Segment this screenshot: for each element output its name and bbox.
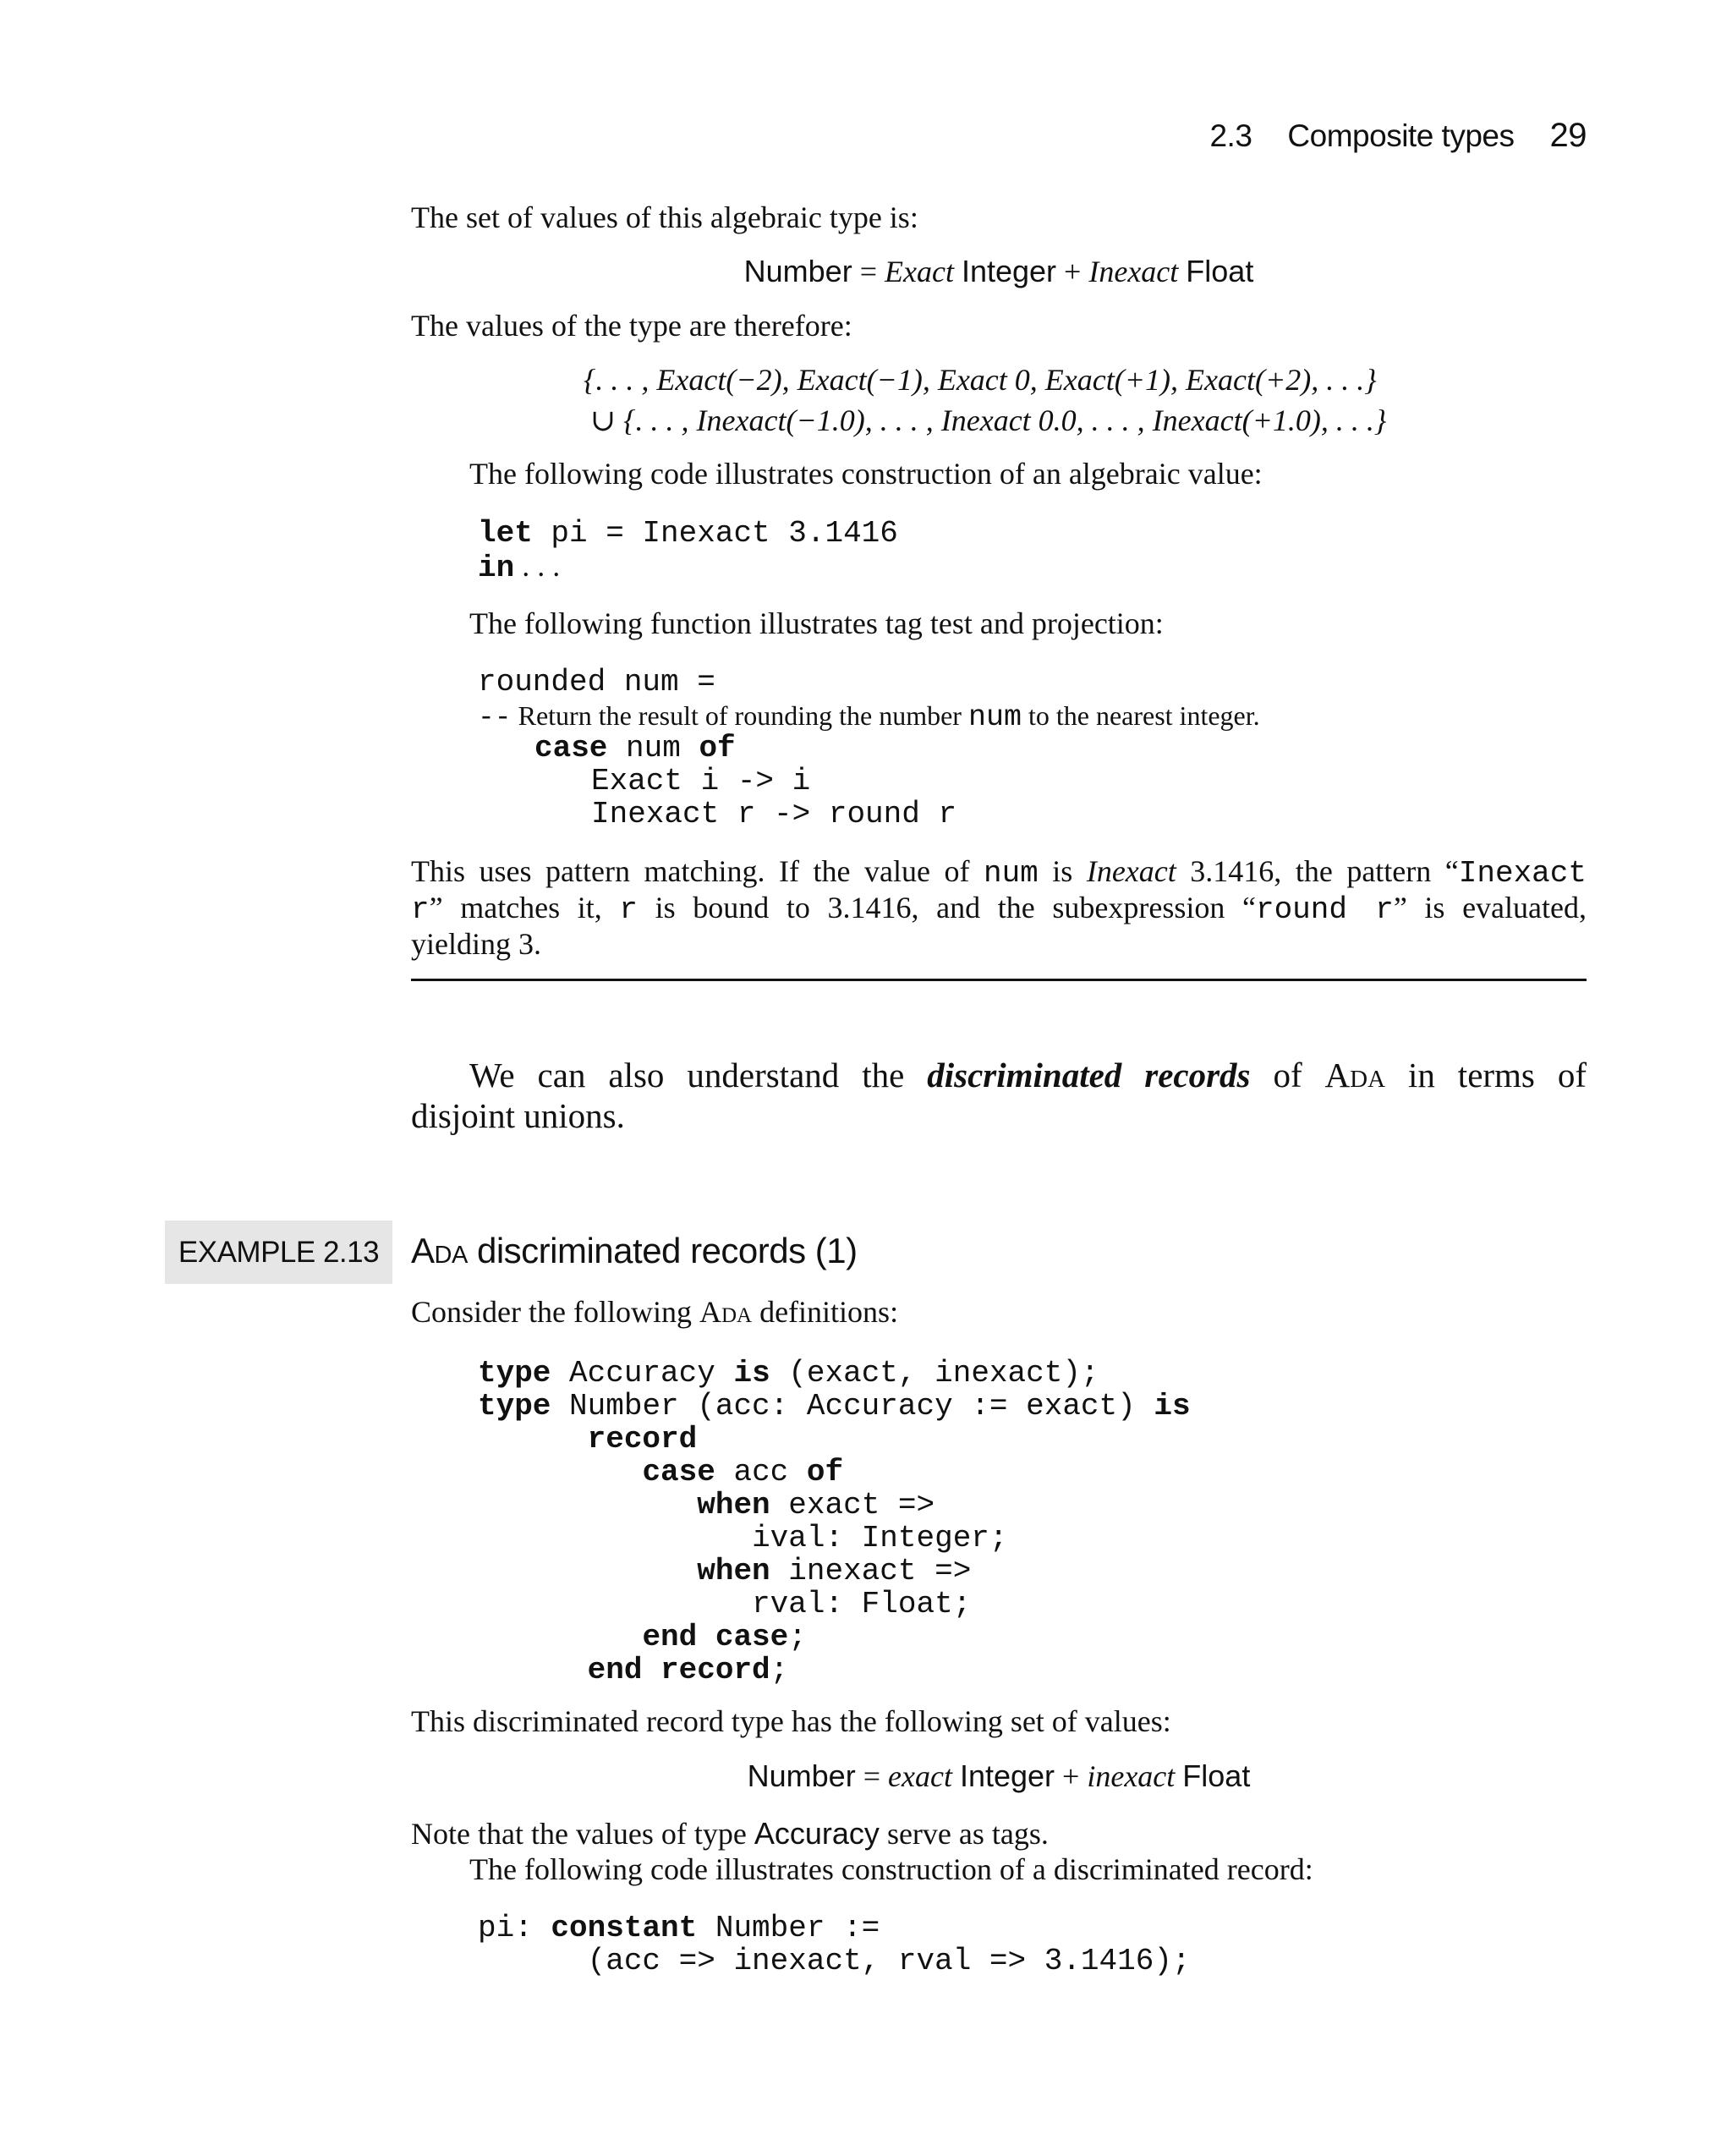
inline-code: num: [983, 856, 1039, 890]
code-case-line: [534, 732, 736, 765]
keyword: when: [697, 1554, 770, 1588]
eq-type-integer: Integer: [959, 1758, 1055, 1793]
comment-text: Return the result of rounding the number: [511, 700, 968, 731]
comment-text: to the nearest integer.: [1021, 700, 1260, 731]
paragraph-tags: [411, 1815, 1587, 1852]
keyword: in: [478, 551, 515, 585]
keyword: of: [806, 1455, 844, 1489]
code-text: inexact =>: [770, 1554, 972, 1588]
paragraph-tag-test: The following function illustrates tag test and projection:: [469, 606, 1164, 640]
code-text: . . .: [514, 549, 561, 583]
example-label-text: EXAMPLE 2.13: [178, 1235, 380, 1269]
eq-tag-exact: exact: [888, 1759, 952, 1793]
language-name: Ada: [411, 1231, 468, 1270]
language-name: Ada: [1324, 1056, 1386, 1094]
language-name: Ada: [699, 1295, 753, 1329]
paragraph-ada-definitions: [411, 1294, 1587, 1330]
text: 3.1416, the pattern “: [1176, 854, 1459, 888]
paragraph-values-therefore: The values of the type are therefore:: [411, 309, 852, 343]
code-text: rval: Float;: [752, 1587, 972, 1621]
value-set-text-1: {. . . , Exact(−2), Exact(−1), Exact 0, Exact(+1), Exact(+2), . . .}: [584, 363, 1377, 397]
comment-code: num: [967, 700, 1022, 734]
section-title: Composite types: [1287, 118, 1515, 153]
text: is: [1038, 854, 1087, 888]
code-text: exact =>: [770, 1488, 935, 1522]
text: ” matches it,: [429, 891, 620, 924]
example-title: [411, 1231, 858, 1271]
discriminated-line-2: disjoint unions.: [411, 1096, 625, 1135]
inline-code: r: [619, 892, 639, 926]
text: of: [1250, 1056, 1325, 1094]
pattern-line-3: yielding 3.: [411, 927, 541, 961]
text: ” is evaluated,: [1393, 891, 1587, 924]
code-text: (exact, inexact);: [770, 1356, 1099, 1391]
eq-type-float: Float: [1182, 1758, 1251, 1793]
keyword: record: [587, 1422, 698, 1457]
text: serve as tags.: [879, 1817, 1049, 1851]
eq-equals: =: [863, 1759, 881, 1793]
paragraph-record-values: This discriminated record type has the following set of values:: [411, 1704, 1171, 1738]
text-emphasis: discriminated records: [927, 1056, 1251, 1094]
keyword: is: [733, 1356, 770, 1391]
code-exact-line: Exact i -> i: [591, 764, 811, 798]
example-label: [165, 1221, 392, 1284]
code-text: num: [607, 731, 699, 765]
text: Note that the values of type: [411, 1817, 754, 1851]
pattern-line-1: [411, 853, 1587, 890]
code-text: Number (acc: Accuracy := exact): [551, 1389, 1154, 1424]
code-text: pi:: [478, 1911, 551, 1945]
keyword: end record: [587, 1653, 770, 1687]
inline-code: r: [411, 892, 430, 926]
code-text: rounded num =: [478, 665, 715, 699]
equation-number-type: [411, 254, 1587, 289]
type-name: Accuracy: [754, 1816, 880, 1851]
code-text: ;: [770, 1653, 789, 1687]
comment-dash: --: [478, 702, 512, 733]
code-text: Accuracy: [551, 1356, 734, 1391]
code-inexact-line: Inexact r -> round r: [591, 797, 957, 831]
code-text: ;: [788, 1620, 807, 1654]
code-comment-line: [478, 700, 1260, 734]
text: Consider the following: [411, 1295, 699, 1329]
eq-plus: +: [1062, 1759, 1080, 1793]
page-number: 29: [1549, 117, 1587, 154]
code-block-pi-constant: [478, 1912, 1191, 1978]
section-number: 2.3: [1209, 118, 1252, 153]
inline-code: round r: [1255, 892, 1394, 926]
keyword: let: [478, 516, 533, 551]
value-set-text-2: ∪ {. . . , Inexact(−1.0), . . . , Inexact 0.0, . . . , Inexact(+1.0), . . .}: [590, 403, 1387, 437]
paragraph-record-construction: The following code illustrates construction of a discriminated record:: [469, 1852, 1313, 1886]
equation-record-number: [411, 1758, 1587, 1794]
example-end-rule: [411, 979, 1587, 981]
code-text: pi = Inexact 3.1416: [532, 516, 898, 551]
example-title-text: discriminated records (1): [467, 1231, 858, 1270]
code-block-rounded: [478, 666, 715, 699]
text: in terms of: [1385, 1056, 1587, 1094]
keyword: end case: [642, 1620, 789, 1654]
keyword: type: [478, 1356, 551, 1391]
paragraph-set-of-values: The set of values of this algebraic type is:: [411, 200, 918, 234]
code-block-let: [478, 517, 898, 584]
code-block-ada-record: [478, 1357, 1191, 1687]
value-set-line-2: [590, 403, 1588, 439]
text-italic: Inexact: [1086, 854, 1176, 888]
paragraph-pattern-matching: [411, 853, 1587, 963]
eq-tag-inexact: Inexact: [1088, 255, 1179, 288]
eq-tag-inexact: inexact: [1087, 1759, 1176, 1793]
text: definitions:: [752, 1295, 899, 1329]
keyword: is: [1154, 1389, 1191, 1424]
eq-lhs: Number: [743, 254, 852, 288]
text: is bound to 3.1416, and the subexpression “: [638, 891, 1256, 924]
value-set-line-1: [584, 362, 1581, 398]
pattern-line-2: [411, 890, 1587, 926]
eq-lhs: Number: [747, 1758, 856, 1793]
keyword: constant: [551, 1911, 698, 1945]
eq-equals: =: [859, 255, 878, 288]
keyword: of: [699, 731, 736, 765]
keyword: case: [642, 1455, 715, 1489]
text: This uses pattern matching. If the value of: [411, 854, 984, 888]
paragraph-discriminated-records: [411, 1055, 1587, 1136]
code-text: Number :=: [697, 1911, 880, 1945]
discriminated-line-1: [411, 1055, 1587, 1095]
inline-code: Inexact: [1458, 856, 1587, 890]
code-text: ival: Integer;: [752, 1521, 1008, 1555]
running-header: [1209, 117, 1587, 155]
eq-type-float: Float: [1186, 254, 1254, 288]
keyword: case: [534, 731, 608, 765]
code-text: acc: [715, 1455, 807, 1489]
keyword: type: [478, 1389, 551, 1424]
text: We can also understand the: [469, 1056, 928, 1094]
code-text: (acc => inexact, rval => 3.1416);: [587, 1944, 1191, 1978]
eq-type-integer: Integer: [961, 254, 1057, 288]
keyword: when: [697, 1488, 770, 1522]
eq-plus: +: [1064, 255, 1082, 288]
paragraph-construction: The following code illustrates construction of an algebraic value:: [469, 457, 1263, 491]
eq-tag-exact: Exact: [885, 255, 954, 288]
